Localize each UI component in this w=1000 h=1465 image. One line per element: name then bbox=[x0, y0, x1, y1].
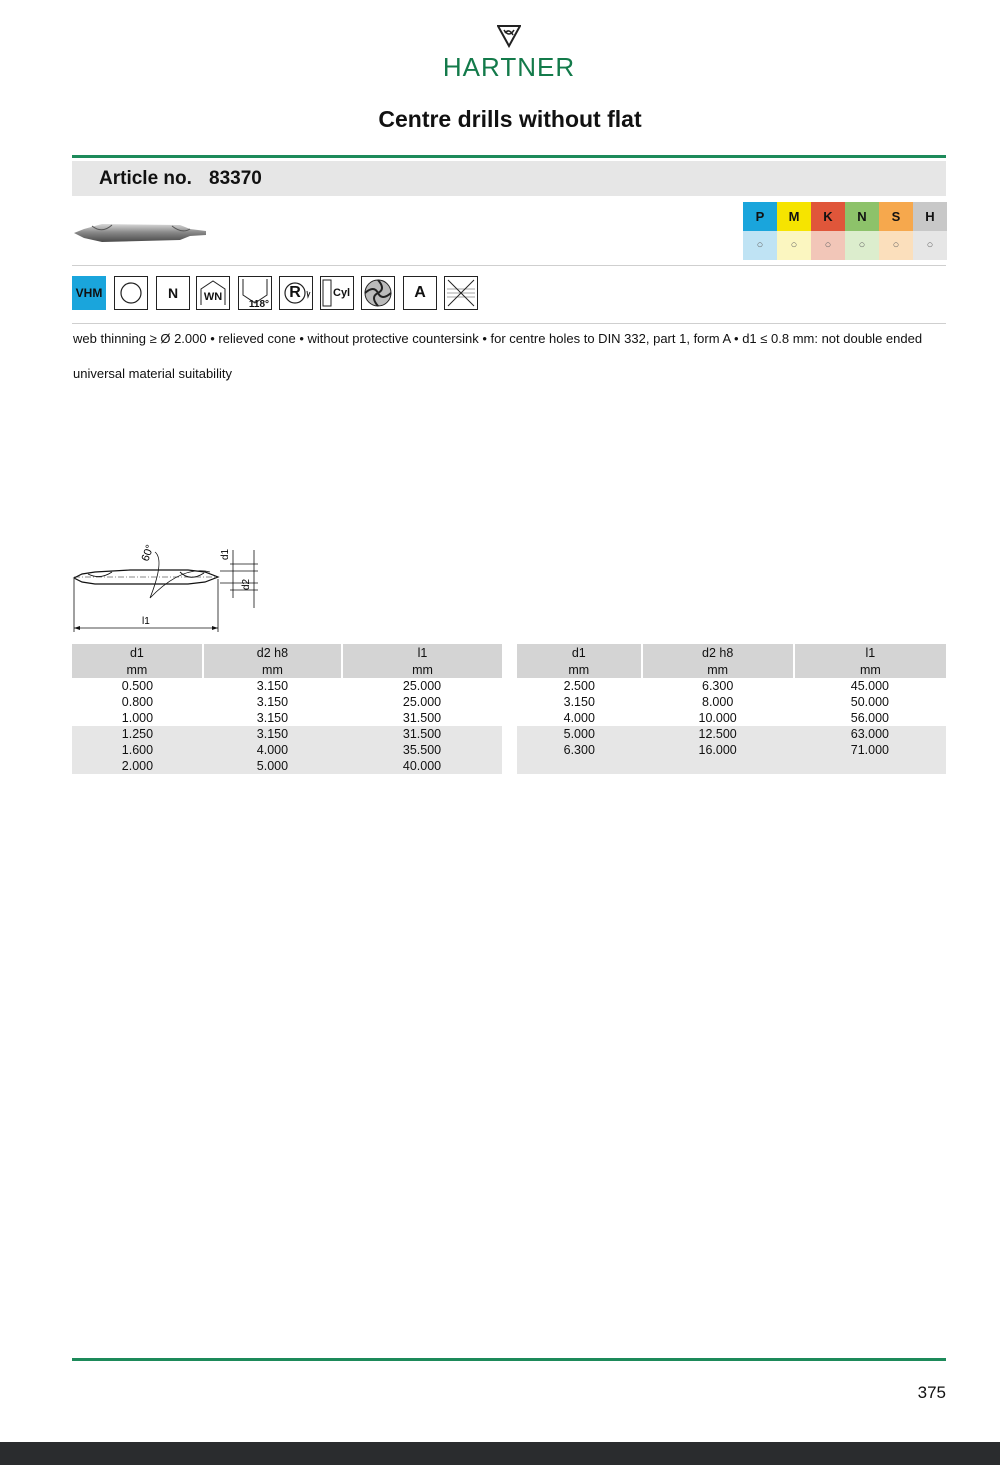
material-m-suitability: ○ bbox=[777, 231, 811, 260]
brand-name: HARTNER bbox=[442, 52, 576, 82]
material-n-header: N bbox=[845, 202, 879, 231]
table-row bbox=[517, 758, 946, 774]
material-h-header: H bbox=[913, 202, 947, 231]
cylindrical-shank-symbol bbox=[320, 276, 354, 310]
table-row bbox=[72, 726, 502, 742]
table-cell: 16.000 bbox=[642, 742, 794, 758]
d2-label: d2 bbox=[241, 578, 252, 590]
table-row bbox=[72, 678, 502, 694]
table-cell: 6.300 bbox=[517, 742, 642, 758]
angle-label: 60° bbox=[139, 543, 157, 564]
table-cell bbox=[642, 758, 794, 774]
table-cell: 5.000 bbox=[517, 726, 642, 742]
footer-divider bbox=[72, 1358, 946, 1361]
table-cell: 63.000 bbox=[794, 726, 946, 742]
table-row bbox=[72, 742, 502, 758]
col-d2-header: d2 h8 bbox=[642, 644, 794, 661]
material-h-suitability: ○ bbox=[913, 231, 947, 260]
shank-label: Cyl bbox=[333, 287, 351, 299]
col-d1-unit: mm bbox=[517, 661, 642, 678]
material-k-suitability: ○ bbox=[811, 231, 845, 260]
page-title: Centre drills without flat bbox=[378, 106, 642, 132]
table-cell: 3.150 bbox=[256, 695, 289, 709]
article-label: Article no. bbox=[99, 168, 192, 189]
table-cell: 40.000 bbox=[342, 758, 502, 774]
col-l1-header: l1 bbox=[794, 644, 946, 661]
table-cell: 50.000 bbox=[850, 695, 889, 709]
table-cell: 3.150 bbox=[256, 711, 289, 725]
table-cell: 4.000 bbox=[563, 711, 595, 725]
footer-bar bbox=[0, 1442, 1000, 1465]
col-d2-unit: mm bbox=[203, 661, 342, 678]
material-p-suitability: ○ bbox=[743, 231, 777, 260]
dimensions-table-left bbox=[72, 644, 502, 774]
vhm-symbol: VHM bbox=[72, 276, 106, 310]
material-n-suitability: ○ bbox=[845, 231, 879, 260]
table-row bbox=[517, 710, 946, 726]
material-m-header: M bbox=[777, 202, 811, 231]
table-row bbox=[72, 758, 502, 774]
hartner-logo-icon bbox=[497, 24, 521, 48]
right-hand-cutting-symbol bbox=[279, 276, 313, 310]
col-d1-unit: mm bbox=[72, 661, 203, 678]
table-cell: 6.300 bbox=[702, 679, 734, 693]
table-cell: 4.000 bbox=[203, 742, 342, 758]
header-divider bbox=[72, 155, 946, 158]
col-d1-header: d1 bbox=[517, 644, 642, 661]
col-l1-unit: mm bbox=[342, 661, 502, 678]
coolant-icon bbox=[361, 276, 395, 310]
dimensions-table-right bbox=[517, 644, 946, 774]
product-description: web thinning ≥ Ø 2.000 • relieved cone • without protective countersink • for centre holes to DIN 332, part 1, form A • d1 ≤ 0.8 mm: not double ended bbox=[73, 331, 923, 346]
table-row bbox=[517, 678, 946, 694]
table-cell: 25.000 bbox=[402, 679, 442, 693]
table-cell: 56.000 bbox=[850, 711, 889, 725]
table-row bbox=[517, 726, 946, 742]
table-cell: 3.150 bbox=[203, 726, 342, 742]
table-cell: 0.500 bbox=[121, 679, 154, 693]
table-cell: 35.500 bbox=[342, 742, 502, 758]
table-cell: 31.500 bbox=[342, 726, 502, 742]
article-number: 83370 bbox=[209, 168, 262, 189]
table-row bbox=[72, 710, 502, 726]
col-d1-header: d1 bbox=[72, 644, 203, 661]
table-cell bbox=[794, 758, 946, 774]
material-k-header: K bbox=[811, 202, 845, 231]
d1-label: d1 bbox=[220, 548, 231, 560]
table-cell: 1.250 bbox=[72, 726, 203, 742]
table-cell: 25.000 bbox=[402, 695, 442, 709]
table-cell: 2.500 bbox=[563, 679, 595, 693]
table-cell: 31.500 bbox=[402, 711, 442, 725]
point-angle-label: 118° bbox=[248, 299, 270, 310]
table-row bbox=[517, 694, 946, 710]
table-cell: 3.150 bbox=[256, 679, 289, 693]
article-bar bbox=[72, 161, 946, 196]
table-cell: 3.150 bbox=[563, 695, 595, 709]
table-cell: 1.600 bbox=[72, 742, 203, 758]
table-cell: 1.000 bbox=[121, 711, 154, 725]
wn-label: WN bbox=[203, 291, 223, 303]
table-cell: 5.000 bbox=[203, 758, 342, 774]
divider bbox=[72, 323, 946, 324]
col-d2-unit: mm bbox=[642, 661, 794, 678]
no-protective-countersink-icon bbox=[444, 276, 478, 310]
l1-label: l1 bbox=[142, 616, 150, 627]
type-n-symbol: N bbox=[156, 276, 190, 310]
table-cell: 0.800 bbox=[121, 695, 154, 709]
form-a-symbol: A bbox=[403, 276, 437, 310]
table-cell bbox=[517, 758, 642, 774]
material-p-header: P bbox=[743, 202, 777, 231]
table-row bbox=[72, 694, 502, 710]
material-suitability-note: universal material suitability bbox=[73, 366, 232, 381]
point-angle-symbol bbox=[238, 276, 272, 310]
divider bbox=[72, 265, 946, 266]
round-shape-icon bbox=[114, 276, 148, 310]
table-cell: 71.000 bbox=[794, 742, 946, 758]
table-cell: 12.500 bbox=[642, 726, 794, 742]
col-d2-header: d2 h8 bbox=[203, 644, 342, 661]
col-l1-unit: mm bbox=[794, 661, 946, 678]
page-number: 375 bbox=[917, 1383, 946, 1402]
drill-product-image bbox=[72, 212, 207, 246]
table-row bbox=[517, 742, 946, 758]
material-s-suitability: ○ bbox=[879, 231, 913, 260]
technical-drawing bbox=[70, 540, 270, 635]
table-cell: 45.000 bbox=[850, 679, 889, 693]
table-cell: 10.000 bbox=[698, 711, 737, 725]
wn-symbol bbox=[196, 276, 230, 310]
rotation-label: R bbox=[289, 284, 301, 301]
material-s-header: S bbox=[879, 202, 913, 231]
col-l1-header: l1 bbox=[342, 644, 502, 661]
table-cell: 2.000 bbox=[72, 758, 203, 774]
table-cell: 8.000 bbox=[702, 695, 734, 709]
